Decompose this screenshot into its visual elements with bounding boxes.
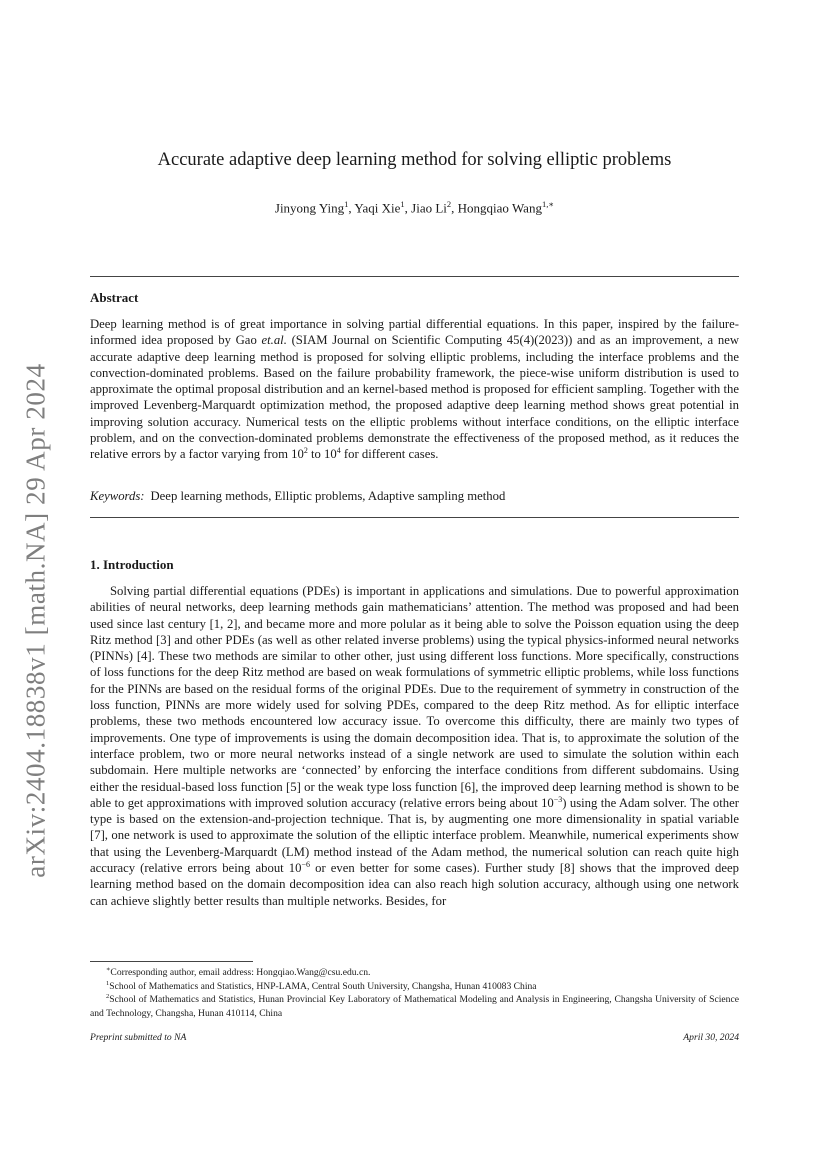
abstract-text-part: to 10 bbox=[307, 447, 337, 462]
abstract-heading: Abstract bbox=[90, 290, 139, 305]
footnote-text: School of Mathematics and Statistics, Hunan Provincial Key Laboratory of Mathematical Modeling and Analysis in Engineering, Changsha University of Science and Technology, Changsha, Hunan 410114, China bbox=[90, 994, 739, 1019]
author-name: Yaqi Xie bbox=[354, 200, 401, 216]
footer-preprint-note: Preprint submitted to NA bbox=[90, 1032, 187, 1043]
author-separator: , bbox=[348, 200, 355, 216]
section-heading-introduction: 1. Introduction bbox=[90, 557, 174, 572]
introduction-paragraph bbox=[90, 583, 739, 909]
abstract-text-part: for different cases. bbox=[340, 447, 439, 462]
abstract-text-part: (SIAM Journal on Scientific Computing 45(4)(2023)) and as an improvement, a new accurate adaptive deep learning method is proposed for solving elliptic problems, including the interface problems and the convection-dominated problems. Based on the failure probability framework, the piece-wise uniform distribution is used to approximate the optimal proposal distribution and an kernel-based method is proposed for efficient sampling. Together with the improved Levenberg-Marquardt optimization method, the proposed adaptive deep learning method shows great potential in improving solution accuracy. Numerical tests on the elliptic problems without interface conditions, on the elliptic interface problem, and on the convection-dominated problems demonstrate the effectiveness of the proposed method, as it reduces the relative errors by a factor varying from 10 bbox=[90, 333, 739, 462]
intro-text-part: ) using the Adam solver. The other type is based on the extension-and-projection technique. That is, by augmenting one more dimensionality in spatial variable [7], one network is used to approximate the solution of the elliptic interface problem. Meanwhile, numerical experiments show that using the Levenberg-Marquardt (LM) method instead of the Adam method, the numerical solution can reach quite high accuracy (relative errors being about 10 bbox=[90, 795, 739, 876]
author-name: Jiao Li bbox=[411, 200, 447, 216]
footer-date: April 30, 2024 bbox=[683, 1032, 739, 1043]
author-list bbox=[90, 199, 739, 216]
footnote-rule bbox=[90, 961, 253, 962]
author-separator: , bbox=[404, 200, 412, 216]
author-affiliation-mark: 1 bbox=[400, 199, 405, 209]
footnote-mark: 1 bbox=[106, 979, 110, 987]
keywords-text: Deep learning methods, Elliptic problems, Adaptive sampling method bbox=[150, 489, 506, 503]
footnotes bbox=[90, 966, 739, 1020]
author-affiliation-mark: 1 bbox=[344, 199, 349, 209]
keywords-line bbox=[90, 489, 505, 504]
arxiv-sidebar-stamp bbox=[10, 340, 62, 900]
abstract-etal: et.al. bbox=[261, 333, 287, 348]
author-affiliation-mark: 1,∗ bbox=[541, 199, 555, 209]
author-separator: , bbox=[451, 200, 458, 216]
abstract-exponent: 4 bbox=[336, 446, 341, 456]
author-name: Hongqiao Wang bbox=[457, 200, 542, 216]
footnote-corresponding-author bbox=[90, 966, 739, 980]
footnote-text: Corresponding author, email address: Hongqiao.Wang@csu.edu.cn. bbox=[110, 967, 371, 978]
author-name: Jinyong Ying bbox=[274, 200, 345, 216]
intro-text-part: Solving partial differential equations (PDEs) is important in applications and simulations. Due to powerful approximation abilities of neural networks, deep learning methods gain mathematicians’ attention. The method was proposed and had been used since last century [1, 2], and became more and more polular as it being able to solve the Poisson equation using the deep Ritz method [3] and other PDEs (as well as other related inverse problems) using the typical physics-informed neural networks (PINNs) [4]. These two methods are similar to other other, just using different loss functions. More specifically, constructions of loss functions for the deep Ritz method are based on weak formulations of symmetric elliptic problems, while loss functions for the PINNs are based on the residual forms of the original PDEs. Due to the requirement of symmetry in construction of the loss function, PINNs are more widely used for solving PDEs, compared to the deep Ritz method. As for elliptic interface problems, these two methods encountered low accuracy issue. To overcome this difficulty, there are mainly two types of improvements. One type of improvements is using the domain decomposition idea. That is, to approximate the solution of the interface problem, two or more neural networks instead of a single network are used to simulate the solution within each subdomain. Here multiple networks are ‘connected’ by enforcing the interface conditions from different subdomains. Using either the residual-based loss function [5] or the weak type loss function [6], the improved deep learning method is shown to be able to get approximations with improved solution accuracy (relative errors being about 10 bbox=[90, 584, 739, 810]
keywords-label: Keywords: bbox=[90, 489, 145, 503]
footnote-mark: 2 bbox=[106, 993, 110, 1000]
abstract-bottom-rule bbox=[90, 517, 739, 518]
intro-exponent: −3 bbox=[553, 794, 563, 804]
intro-exponent: −6 bbox=[301, 859, 310, 869]
abstract-text-part: Deep learning method is of great importance in solving partial differential equations. In this paper, inspired by the failure-informed idea proposed by Gao bbox=[90, 317, 739, 348]
paper-title: Accurate adaptive deep learning method for solving elliptic problems bbox=[157, 150, 672, 170]
abstract-top-rule bbox=[90, 276, 739, 277]
abstract-exponent: 2 bbox=[303, 446, 308, 456]
author-affiliation-mark: 2 bbox=[446, 199, 452, 209]
footnote-text: School of Mathematics and Statistics, HNP-LAMA, Central South University, Changsha, Hunan 410083 China bbox=[109, 980, 537, 992]
footnote-affiliation-2 bbox=[90, 993, 739, 1020]
footnote-mark: ∗ bbox=[106, 965, 111, 973]
arxiv-identifier: arXiv:2404.18838v1 [math.NA] 29 Apr 2024 bbox=[20, 362, 51, 878]
page-footer bbox=[90, 1032, 739, 1043]
intro-text-part: or even better for some cases). Further study [8] shows that the improved deep learning method based on the domain decomposition idea can also reach high solution accuracy, although using one network can achieve slightly better results than multiple networks. Besides, for bbox=[90, 861, 739, 908]
abstract-text bbox=[90, 316, 739, 463]
footnote-affiliation-1 bbox=[90, 980, 739, 994]
